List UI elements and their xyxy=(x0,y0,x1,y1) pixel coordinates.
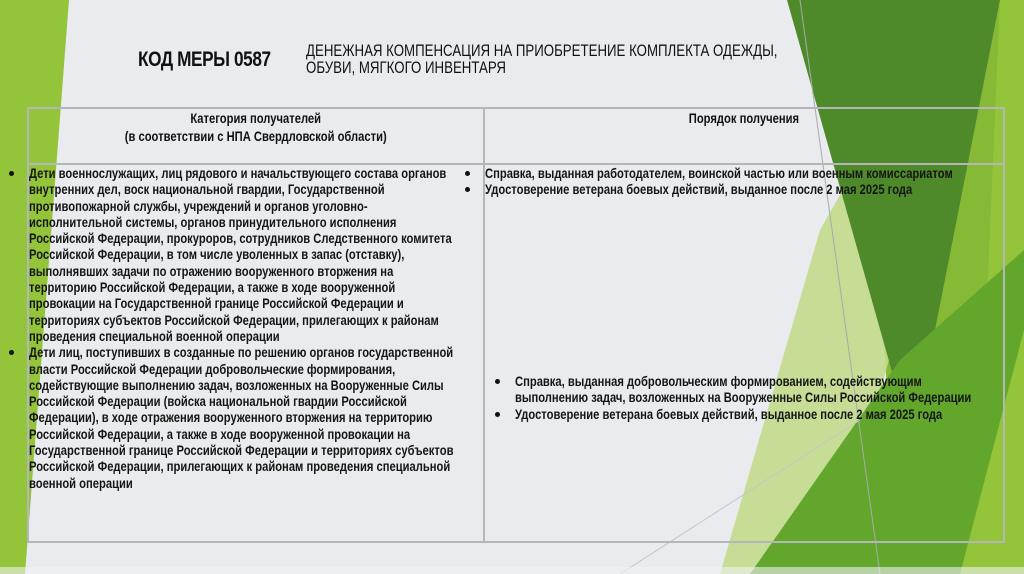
measure-code-title: КОД МЕРЫ 0587 xyxy=(138,48,271,71)
title-row xyxy=(138,42,958,76)
category-cell xyxy=(28,164,484,542)
table-header-row xyxy=(28,108,1004,164)
bullet-icon xyxy=(9,171,14,176)
measure-description-title: ДЕНЕЖНАЯ КОМПЕНСАЦИЯ НА ПРИОБРЕТЕНИЕ КОМПЛЕКТА ОДЕЖДЫ, ОБУВИ, МЯГКОГО ИНВЕНТАРЯ xyxy=(306,41,778,77)
list-item: Справка, выданная добровольческим формированием, содействующим выполнению задач, возложенных на Вооруженные Силы Российской Федерации xyxy=(515,373,995,406)
list-item: Дети лиц, поступивших в созданные по решению органов государственной власти Российской Федерации добровольческие формирования, содействующие выполнению задач, возложенных на Вооруженные Силы Российской Федерации (войска национальной гвардии Российской Федерации), в ходе отражения вооруженного вторжения на территорию Российской Федерации, а также в ходе вооруженной провокации на Государственной границе Российской Федерации и территориях субъектов Российской Федерации, прилегающих к районам проведения специальной военной операции xyxy=(29,344,461,491)
list-item: Справка, выданная работодателем, воинской частью или военным комиссариатом xyxy=(485,165,965,181)
procedure-cell xyxy=(484,164,1004,542)
list-item: Дети военнослужащих, лиц рядового и начальствующего состава органов внутренних дел, воск национальной гвардии, Государственной противопожарной службы, учреждений и органов уголовно-исполнительной системы, органов принудительного исполнения Российской Федерации, прокуроров, сотрудников Следственного комитета Российской Федерации, в том числе уволенных в запас (отставку), выполнявших задачи по отражению вооруженного вторжения на территорию Российской Федерации, а также в ходе вооруженной провокации на Государственной границе Российской Федерации и территориях субъектов Российской Федерации, прилегающих к районам проведения специальной военной операции xyxy=(29,165,461,344)
bullet-icon xyxy=(495,379,500,384)
header-procedure: Порядок получения xyxy=(484,108,1004,164)
list-item: Удостоверение ветерана боевых действий, выданное после 2 мая 2025 года xyxy=(485,181,965,197)
bullet-icon xyxy=(465,171,470,176)
eligibility-table xyxy=(27,107,1005,543)
table-row xyxy=(28,164,1004,542)
header-recipient-category: Категория получателей (в соответствии с НПА Свердловской области) xyxy=(28,108,484,164)
bullet-icon xyxy=(495,412,500,417)
list-item: Удостоверение ветерана боевых действий, выданное после 2 мая 2025 года xyxy=(515,406,995,422)
